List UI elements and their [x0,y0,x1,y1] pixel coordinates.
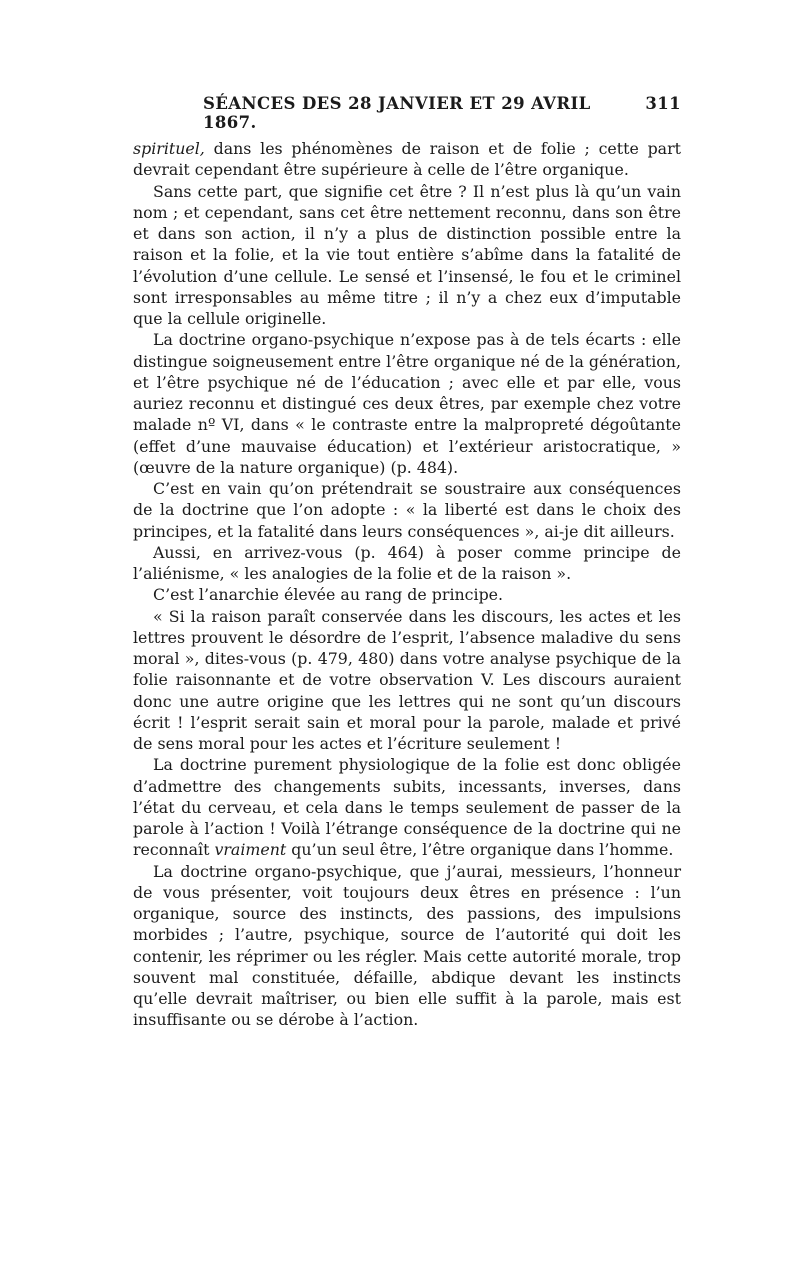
paragraph-7: « Si la raison paraît conservée dans les discours, les actes et les lettres prouvent le désordre de l’esprit, l’absence maladive du sens moral », dites-vous (p. 479, 480) dans votre analyse psychique de la folie raisonnante et de votre observation V. Les discours auraient donc une autre origine que les lettres qui ne sont qu’un discours écrit ! l’esprit serait sain et moral pour la parole, malade et privé de sens moral pour les actes et l’écriture seulement ! [133,606,681,753]
page-number: 311 [645,94,681,113]
paragraph-1: spirituel, dans les phénomènes de raison et de folie ; cette part devrait cependant être supérieure à celle de l’être organique. [133,139,681,180]
paragraph-5: Aussi, en arrivez-vous (p. 464) à poser comme principe de l’aliénisme, « les analogies de la folie et de la raison ». [133,542,681,583]
body-text [133,138,681,1031]
paragraph-9: La doctrine organo-psychique, que j’aurai, messieurs, l’honneur de vous présenter, voit toujours deux êtres en présence : l’un organique, source des instincts, des passions, des impulsions morbides ; l’autre, psychique, source de l’autorité qui doit les contenir, les réprimer ou les régler. Mais cette autorité morale, trop souvent mal constituée, défaille, abdique devant les instincts qu’elle devrait maîtriser, ou bien elle suffit à la parole, mais est insuffisante ou se dérobe à l’action. [133,861,681,1030]
italic-word: spirituel, [133,139,205,158]
paragraph-2: Sans cette part, que signifie cet être ? Il n’est plus là qu’un vain nom ; et cependant, sans cet être nettement reconnu, dans son être et dans son action, il n’y a plus de distinction possible entre la raison et la folie, et la vie tout entière s’abîme dans la fatalité de l’évolution d’une cellule. Le sensé et l’insensé, le fou et le criminel sont irresponsables au même titre ; il n’y a chez eux d’imputable que la cellule originelle. [133,181,681,328]
running-title: SÉANCES DES 28 JANVIER ET 29 AVRIL 1867. [203,94,591,132]
paragraph-4: C’est en vain qu’on prétendrait se soustraire aux conséquences de la doctrine que l’on adopte : « la liberté est dans le choix des principes, et la fatalité dans leurs conséquences », ai-je dit ailleurs. [133,479,681,541]
running-header [203,94,681,132]
paragraph-6: C’est l’anarchie élevée au rang de principe. [153,585,504,605]
paragraph-8: La doctrine purement physiologique de la folie est donc obligée d’admettre des changements subits, incessants, inverses, dans l’état du cerveau, et cela dans le temps seulement de passer de la parole à l’action ! Voilà l’étrange conséquence de la doctrine qui ne reconnaît vraiment qu’un seul être, l’être organique dans l’homme. [133,755,681,860]
italic-word: vraiment [214,840,287,860]
book-page [133,94,681,1031]
paragraph-3: La doctrine organo-psychique n’expose pas à de tels écarts : elle distingue soigneusement entre l’être organique né de la génération, et l’être psychique né de l’éducation ; avec elle et par elle, vous auriez reconnu et distingué ces deux êtres, par exemple chez votre malade nº VI, dans « le contraste entre la malpropreté dégoûtante (effet d’une mauvaise éducation) et l’extérieur aristocratique, » (œuvre de la nature organique) (p. 484). [133,330,681,477]
